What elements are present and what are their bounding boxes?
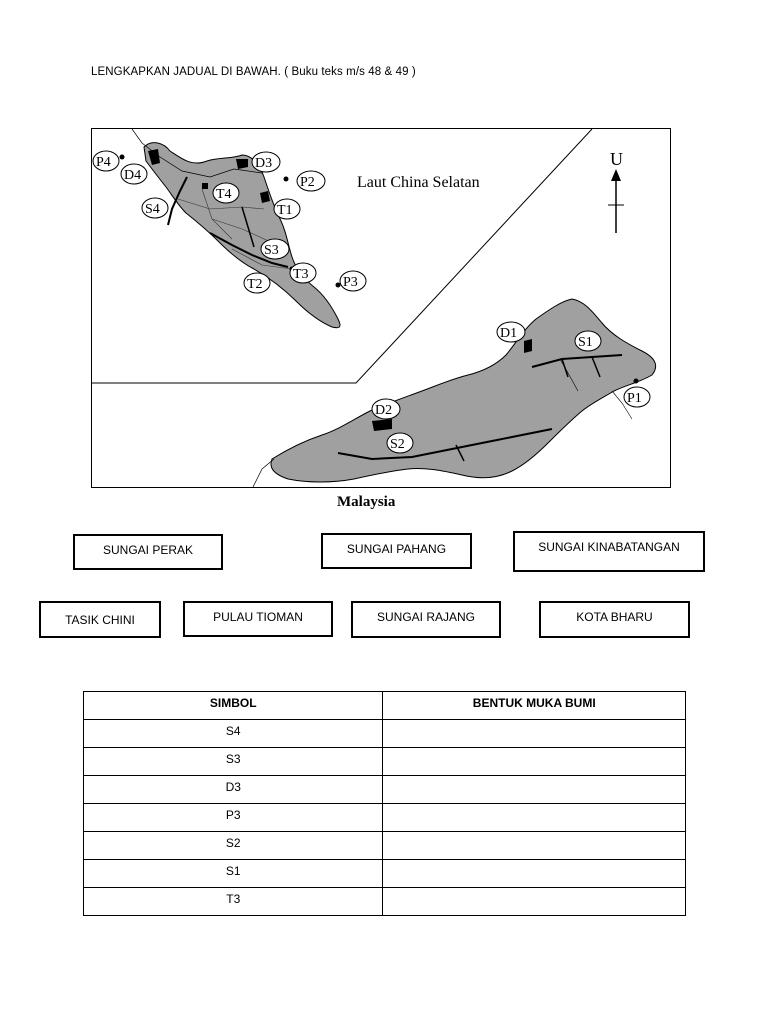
- svg-text:D4: D4: [124, 168, 142, 183]
- table-row: [84, 888, 686, 916]
- table-header-row: [84, 692, 686, 720]
- sea-label: Laut China Selatan: [357, 174, 480, 191]
- label-p3: [340, 271, 366, 291]
- map-drawing: [92, 129, 671, 488]
- north-label: U: [610, 149, 623, 169]
- table-row: [84, 804, 686, 832]
- svg-text:P1: P1: [627, 391, 642, 406]
- answer-cell[interactable]: [383, 776, 686, 804]
- map-caption: Malaysia: [337, 494, 396, 510]
- island-p2: [284, 177, 289, 182]
- label-p4: [93, 151, 119, 171]
- label-p1: [624, 387, 650, 407]
- delta-d2: [372, 419, 392, 431]
- answer-cell[interactable]: [383, 748, 686, 776]
- svg-text:T1: T1: [277, 203, 293, 218]
- island-p4: [120, 155, 125, 160]
- table-row: [84, 720, 686, 748]
- svg-text:T2: T2: [247, 277, 263, 292]
- label-t1: [274, 199, 300, 219]
- symbol-cell: T3: [84, 888, 383, 916]
- table-row: [84, 860, 686, 888]
- word-sungai-pahang: SUNGAI PAHANG: [321, 533, 472, 569]
- malaysia-map: [91, 128, 671, 488]
- word-kota-bharu: KOTA BHARU: [539, 601, 690, 638]
- word-pulau-tioman: PULAU TIOMAN: [183, 601, 333, 637]
- svg-text:P4: P4: [96, 155, 111, 170]
- label-s4: [142, 198, 168, 218]
- svg-text:S1: S1: [578, 335, 593, 350]
- label-d2: [372, 399, 400, 419]
- label-d3: [252, 152, 280, 172]
- answer-cell[interactable]: [383, 832, 686, 860]
- word-sungai-kinabatangan: SUNGAI KINABATANGAN: [513, 531, 705, 572]
- table-row: [84, 832, 686, 860]
- header-simbol: SIMBOL: [84, 692, 383, 720]
- symbol-cell: S4: [84, 720, 383, 748]
- label-s1: [575, 331, 601, 351]
- borneo-malaysia: [271, 299, 656, 482]
- label-t3: [290, 263, 316, 283]
- header-bentuk-muka-bumi: BENTUK MUKA BUMI: [383, 692, 686, 720]
- table-row: [84, 748, 686, 776]
- symbol-cell: S3: [84, 748, 383, 776]
- word-tasik-chini: TASIK CHINI: [39, 601, 161, 638]
- label-d4: [121, 164, 147, 184]
- word-sungai-perak: SUNGAI PERAK: [73, 534, 223, 570]
- symbol-cell: S1: [84, 860, 383, 888]
- answer-table: [83, 691, 686, 916]
- svg-text:D3: D3: [255, 156, 273, 171]
- lake-t4: [202, 183, 208, 189]
- svg-text:S2: S2: [390, 437, 405, 452]
- delta-d1: [524, 339, 532, 353]
- label-s3: [261, 239, 289, 259]
- svg-text:T4: T4: [216, 187, 232, 202]
- svg-text:P2: P2: [300, 175, 315, 190]
- answer-cell[interactable]: [383, 720, 686, 748]
- instruction-text: LENGKAPKAN JADUAL DI BAWAH. ( Buku teks m/s 48 & 49 ): [91, 66, 416, 78]
- label-t4: [213, 183, 239, 203]
- svg-text:P3: P3: [343, 275, 358, 290]
- answer-cell[interactable]: [383, 804, 686, 832]
- symbol-cell: P3: [84, 804, 383, 832]
- island-p1: [634, 379, 639, 384]
- label-t2: [244, 273, 270, 293]
- svg-text:S3: S3: [264, 243, 279, 258]
- north-arrow-head: [611, 169, 621, 181]
- label-d1: [497, 322, 525, 342]
- island-p3: [336, 283, 341, 288]
- label-s2: [387, 433, 413, 453]
- svg-text:T3: T3: [293, 267, 309, 282]
- svg-text:D1: D1: [500, 326, 518, 341]
- symbol-cell: S2: [84, 832, 383, 860]
- symbol-cell: D3: [84, 776, 383, 804]
- table-row: [84, 776, 686, 804]
- label-p2: [297, 171, 325, 191]
- svg-text:S4: S4: [145, 202, 160, 217]
- word-sungai-rajang: SUNGAI RAJANG: [351, 601, 501, 638]
- answer-cell[interactable]: [383, 888, 686, 916]
- svg-text:D2: D2: [375, 403, 393, 418]
- answer-cell[interactable]: [383, 860, 686, 888]
